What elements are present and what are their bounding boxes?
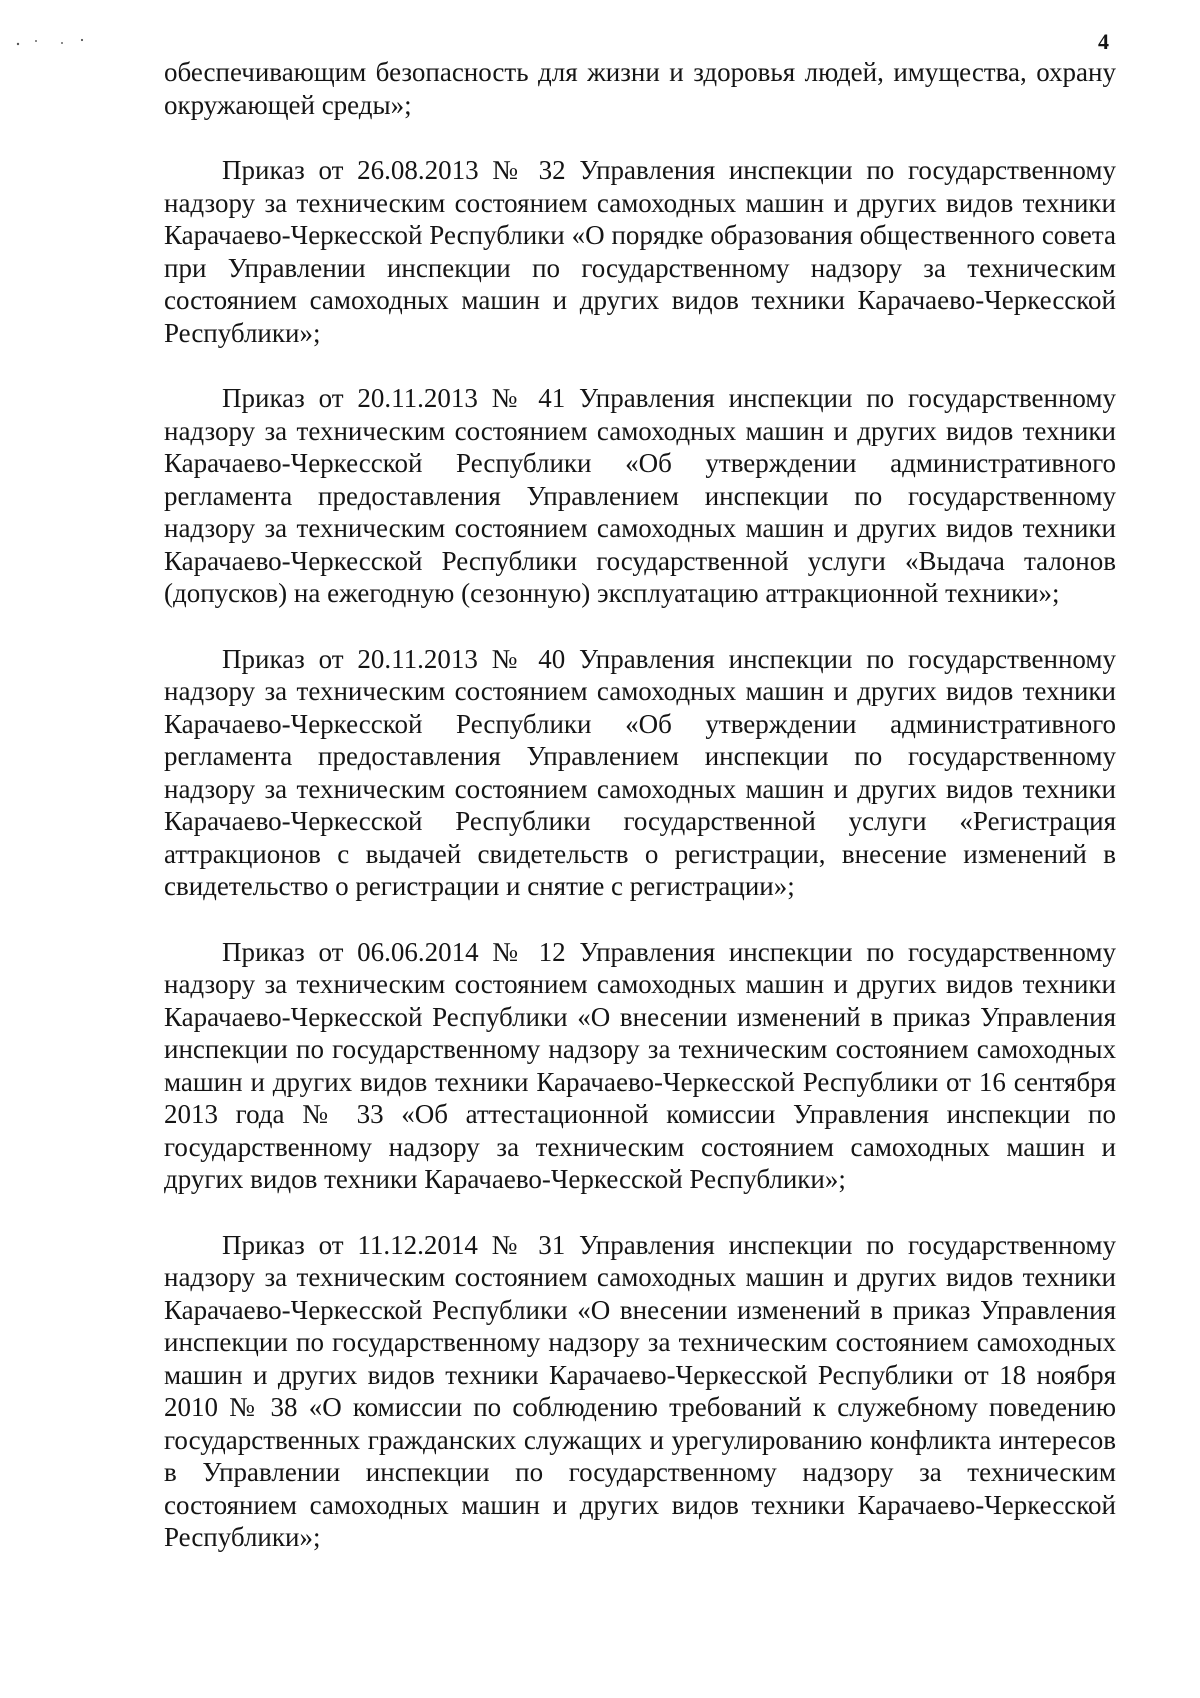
paragraph-order-26-08-2013-no-32: Приказ от 26.08.2013 № 32 Управления инспекции по государственному надзору за техническим состоянием самоходных машин и других видов техники Карачаево-Черкесской Республики «О порядке образования общественного совета при Управлении инспекции по государственному надзору за техническим состоянием самоходных машин и других видов техники Карачаево-Черкесской Республики»; [164, 155, 1116, 348]
document-body [164, 56, 1116, 1587]
paragraph-order-20-11-2013-no-40: Приказ от 20.11.2013 № 40 Управления инспекции по государственному надзору за техническим состоянием самоходных машин и других видов техники Карачаево-Черкесской Республики «Об утверждении административного регламента предоставления Управлением инспекции по государственному надзору за техническим состоянием самоходных машин и других видов техники Карачаево-Черкесской Республики государственной услуги «Регистрация аттракционов с выдачей свидетельств о регистрации, внесение изменений в свидетельство о регистрации и снятие с регистрации»; [164, 643, 1116, 901]
paragraph-order-11-12-2014-no-31: Приказ от 11.12.2014 № 31 Управления инспекции по государственному надзору за техническим состоянием самоходных машин и других видов техники Карачаево-Черкесской Республики «О внесении изменений в приказ Управления инспекции по государственному надзору за техническим состоянием самоходных машин и других видов техники Карачаево-Черкесской Республики от 18 ноября 2010 № 38 «О комиссии по соблюдению требований к служебному поведению государственных гражданских служащих и урегулированию конфликта интересов в Управлении инспекции по государственному надзору за техническим состоянием самоходных машин и других видов техники Карачаево-Черкесской Республики»; [164, 1229, 1116, 1552]
scan-speck-marks [14, 34, 104, 54]
page-number: 4 [1098, 29, 1109, 54]
paragraph-order-20-11-2013-no-41: Приказ от 20.11.2013 № 41 Управления инспекции по государственному надзору за техническим состоянием самоходных машин и других видов техники Карачаево-Черкесской Республики «Об утверждении административного регламента предоставления Управлением инспекции по государственному надзору за техническим состоянием самоходных машин и других видов техники Карачаево-Черкесской Республики государственной услуги «Выдача талонов (допусков) на ежегодную (сезонную) эксплуатацию аттракционной техники»; [164, 383, 1116, 608]
paragraph-continuation: обеспечивающим безопасность для жизни и здоровья людей, имущества, охрану окружающей среды»; [164, 57, 1116, 120]
paragraph-order-06-06-2014-no-12: Приказ от 06.06.2014 № 12 Управления инспекции по государственному надзору за техническим состоянием самоходных машин и других видов техники Карачаево-Черкесской Республики «О внесении изменений в приказ Управления инспекции по государственному надзору за техническим состоянием самоходных машин и других видов техники Карачаево-Черкесской Республики от 16 сентября 2013 года № 33 «Об аттестационной комиссии Управления инспекции по государственному надзору за техническим состоянием самоходных машин и других видов техники Карачаево-Черкесской Республики»; [164, 936, 1116, 1194]
